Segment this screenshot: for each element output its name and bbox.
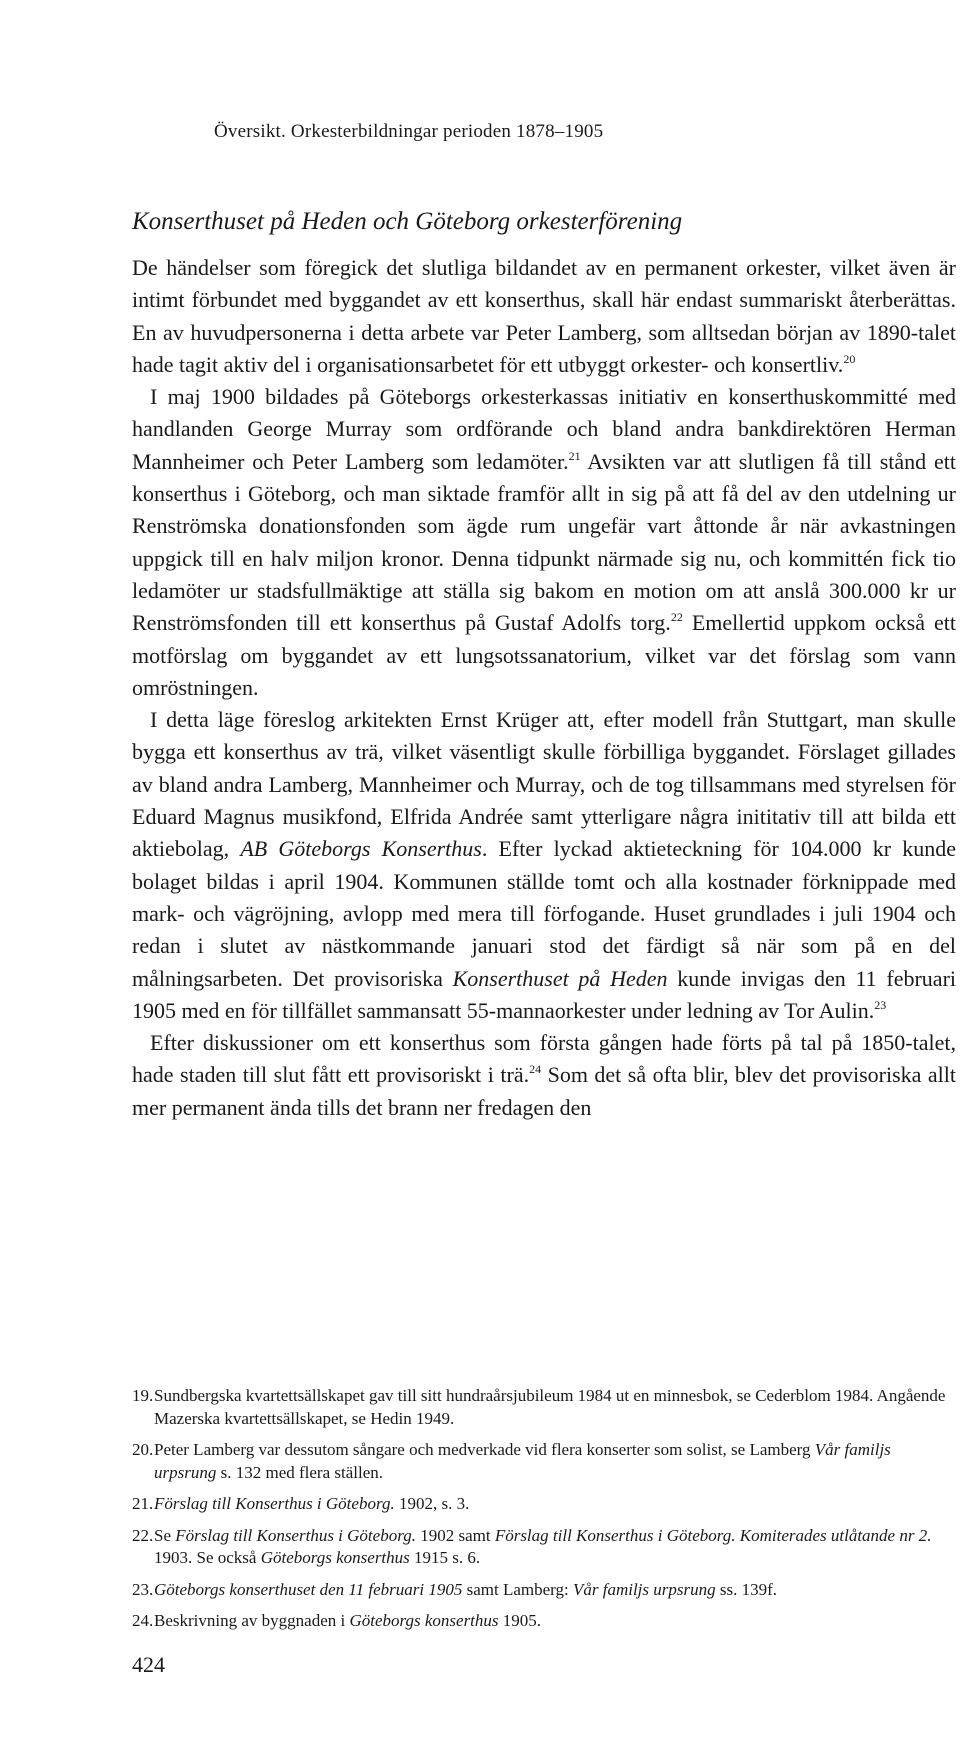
footnote-italic-title: Förslag till Konserthus i Göteborg. Komiterades utlåtande nr 2. xyxy=(494,1525,932,1545)
footnote-text: 1902 samt xyxy=(415,1525,495,1545)
footnote-italic-title: Vår familjs urpsrung xyxy=(154,1440,891,1482)
footnote-text: 1902, s. 3. xyxy=(394,1494,470,1513)
footnote-ref-21: 21 xyxy=(568,448,581,463)
paragraph-text: Emellertid uppkom också ett motförslag om byggandet av ett lungsotssanatorium, vilket var det förslag som vann omröstningen. xyxy=(132,610,956,700)
footnote-number: 24. xyxy=(132,1611,154,1630)
italic-company-name: AB Göteborgs Konserthus xyxy=(240,836,482,862)
footnote-23 xyxy=(132,1579,956,1602)
footnote-text: s. 132 med flera ställen. xyxy=(216,1462,384,1482)
footnote-number: 21. xyxy=(132,1494,154,1513)
footnote-italic-title: Förslag till Konserthus i Göteborg. xyxy=(175,1525,416,1545)
footnote-ref-24: 24 xyxy=(529,1062,542,1077)
section-title: Konserthuset på Heden och Göteborg orkesterförening xyxy=(132,208,683,235)
footnote-21 xyxy=(132,1493,956,1516)
paragraph-3 xyxy=(132,704,956,1027)
footnote-text: 1915 s. 6. xyxy=(409,1548,481,1567)
footnote-24 xyxy=(132,1610,956,1633)
footnote-text: samt Lamberg: xyxy=(462,1579,573,1599)
running-head: Översikt. Orkesterbildningar perioden 1878–1905 xyxy=(214,121,604,142)
paragraph-text: I detta läge föreslog arkitekten Ernst Krüger att, efter modell från Stuttgart, man skulle bygga ett konserthus av trä, vilket väsentligt skulle förbilliga byggandet. Förslaget gillades av bland andra Lamberg, Mannheimer och Murray, och de tog tillsammans med styrelsen för Eduard Magnus musikfond, Elfrida Andrée samt ytterligare några inititativ till att bilda ett aktiebolag, xyxy=(132,707,956,862)
footnote-italic-title: Göteborgs konserthus xyxy=(349,1611,499,1630)
footnotes xyxy=(132,1385,956,1642)
footnote-20 xyxy=(132,1439,956,1484)
paragraph-text: Som det så ofta blir, blev det provisoriska allt mer permanent ända tills det brann ner fredagen den xyxy=(132,1062,957,1120)
footnote-text: Beskrivning av byggnaden i xyxy=(154,1611,350,1630)
italic-building-name: Konserthuset på Heden xyxy=(452,965,668,991)
paragraph-text: kunde invigas den 11 februari 1905 med en för tillfället sammansatt 55-mannaorkester under ledning av Tor Aulin. xyxy=(132,965,957,1023)
page-number: 424 xyxy=(132,1652,165,1677)
footnote-ref-23: 23 xyxy=(874,997,887,1012)
footnote-italic-title: Vår familjs urpsrung xyxy=(572,1579,716,1599)
footnote-number: 20. xyxy=(132,1440,154,1459)
footnote-22 xyxy=(132,1525,956,1570)
paragraph-text: De händelser som föregick det slutliga bildandet av en permanent orkester, vilket även är intimt förbundet med byggandet av ett konserthus, skall här endast summariskt återberättas. En av huvudpersonerna i detta arbete var Peter Lamberg, som alltsedan början av 1890-talet hade tagit aktiv del i organisationsarbetet för ett utbyggt orkester- och konsertliv. xyxy=(132,255,956,377)
footnote-19 xyxy=(132,1385,956,1430)
footnote-italic-title: Förslag till Konserthus i Göteborg. xyxy=(154,1494,395,1513)
footnote-text: ss. 139f. xyxy=(715,1579,778,1599)
paragraph-text: I maj 1900 bildades på Göteborgs orkesterkassas initiativ en konserthuskommitté med handlanden George Murray som ordförande och bland andra bankdirektören Herman Mannheimer och Peter Lamberg som ledamöter. xyxy=(132,384,956,474)
paragraph-2 xyxy=(132,381,956,704)
footnote-text: 1903. Se också xyxy=(154,1548,261,1567)
footnote-number: 23. xyxy=(132,1579,154,1599)
footnote-italic-title: Göteborgs konserthus xyxy=(260,1548,410,1567)
paragraph-text: . Efter lyckad aktieteckning för 104.000 kr kunde bolaget bildas i april 1904. Kommunen ställde tomt och alla kostnader förknippade med mark- och vägröjning, avlopp med mera till förfogande. Huset grundlades i juli 1904 och redan i slutet av nästkommande januari stod det färdigt så när som på en del målningsarbeten. Det provisoriska xyxy=(132,836,956,991)
paragraph-1 xyxy=(132,252,956,381)
footnote-text: 1905. xyxy=(498,1611,542,1630)
paragraph-4 xyxy=(132,1027,956,1124)
footnote-ref-22: 22 xyxy=(670,610,683,625)
paragraph-text: Avsikten var att slutligen få till stånd ett konserthus i Göteborg, och man siktade framför allt in sig på att få del av den utdelning ur Renströmska donationsfonden som ägde rum ungefär vart åttonde år när avkastningen uppgick till en halv miljon kronor. Denna tidpunkt närmade sig nu, och kommittén fick tio ledamöter ur stadsfullmäktige att ställa sig bakom en motion om att anslå 300.000 kr ur Renströmsfonden till ett konserthus på Gustaf Adolfs torg. xyxy=(132,448,956,636)
footnote-text: Peter Lamberg var dessutom sångare och medverkade vid flera konserter som solist, se Lamberg xyxy=(154,1440,815,1459)
footnote-number: 22. xyxy=(132,1525,154,1545)
footnote-italic-title: Göteborgs konserthuset den 11 februari 1905 xyxy=(154,1579,463,1599)
body-text xyxy=(132,252,956,1124)
footnote-number: 19. xyxy=(132,1386,154,1405)
footnote-text: Sundbergska kvartettsällskapet gav till sitt hundraårsjubileum 1984 ut en minnesbok, se Cederblom 1984. Angående Mazerska kvartettsällskapet, se Hedin 1949. xyxy=(154,1386,946,1428)
footnote-text: Se xyxy=(154,1525,176,1545)
footnote-ref-20: 20 xyxy=(843,351,856,366)
paragraph-text: Efter diskussioner om ett konserthus som första gången hade förts på tal på 1850-talet, hade staden till slut fått ett provisoriskt i trä. xyxy=(132,1030,956,1088)
